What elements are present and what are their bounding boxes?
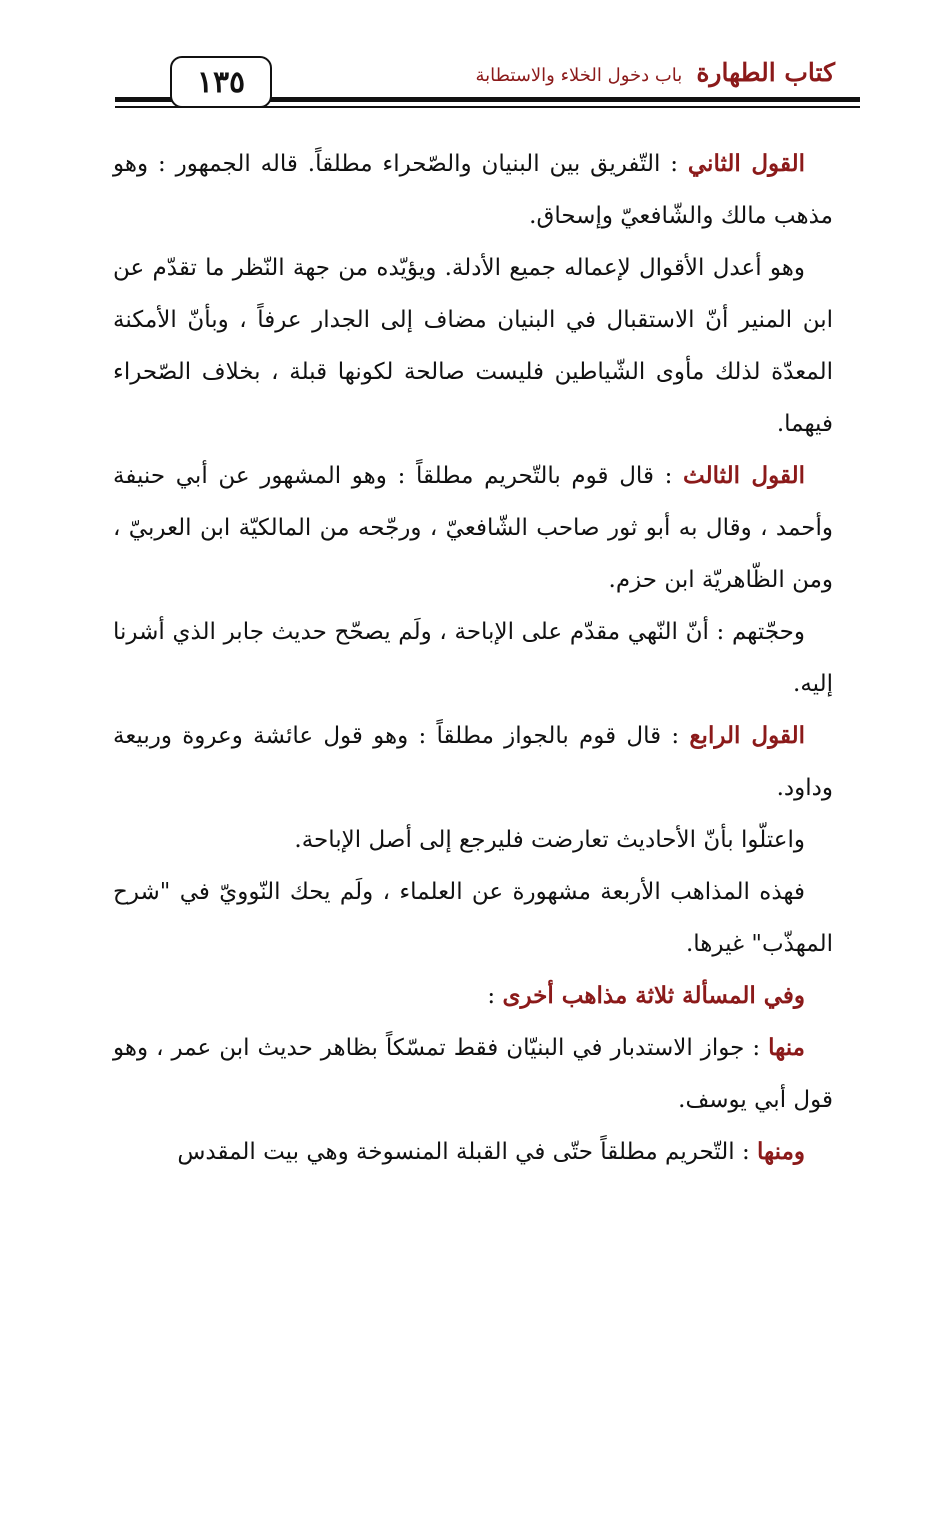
paragraph-four-schools	[113, 866, 833, 970]
paragraph-first-of-them	[113, 1022, 833, 1126]
paragraph-reasoning	[113, 814, 833, 866]
paragraph-text: وهو أعدل الأقوال لإعماله جميع الأدلة. ويؤيّده من جهة النّظر ما تقدّم عن ابن المنير أنّ الاستقبال في البنيان مضاف إلى الجدار عرفاً ، وبأنّ الأمكنة المعدّة لذلك مأوى الشّياطين فليست صالحة لكونها قبلة ، بخلاف الصّحراء فيهما.	[113, 255, 833, 437]
paragraph-text: : التّحريم مطلقاً حتّى في القبلة المنسوخة وهي بيت المقدس	[177, 1139, 758, 1165]
paragraph-label: القول الثاني	[687, 150, 805, 177]
paragraph-second-opinion	[113, 138, 833, 242]
paragraph-their-argument	[113, 606, 833, 710]
paragraph-text: : قال قوم بالجواز مطلقاً : وهو قول عائشة وعروة وربيعة وداود.	[113, 723, 833, 801]
page-header	[0, 0, 945, 120]
paragraph-text: وحجّتهم : أنّ النّهي مقدّم على الإباحة ، ولَم يصحّح حديث جابر الذي أشرنا إليه.	[113, 619, 833, 697]
paragraph-third-opinion	[113, 450, 833, 606]
paragraph-label: وفي المسألة ثلاثة مذاهب أخرى	[502, 982, 805, 1009]
paragraph-label: ومنها	[757, 1138, 805, 1165]
paragraph-three-more	[113, 970, 833, 1022]
paragraph-fourth-opinion	[113, 710, 833, 814]
paragraph-label: القول الرابع	[689, 722, 805, 749]
page-number: ١٣٥	[170, 56, 272, 108]
paragraph-text: فهذه المذاهب الأربعة مشهورة عن العلماء ، ولَم يحك النّوويّ في "شرح المهذّب" غيرها.	[113, 879, 833, 957]
paragraph-text: : التّفريق بين البنيان والصّحراء مطلقاً. قاله الجمهور : وهو مذهب مالك والشّافعيّ وإسحاق.	[113, 151, 833, 229]
paragraph-second-of-them	[113, 1126, 833, 1178]
chapter-title: باب دخول الخلاء والاستطابة	[475, 65, 683, 86]
paragraph-label: القول الثالث	[683, 462, 805, 489]
book-title: كتاب الطهارة	[696, 58, 835, 87]
paragraph-justification	[113, 242, 833, 450]
paragraph-text: :	[487, 983, 503, 1009]
paragraph-text: : قال قوم بالتّحريم مطلقاً : وهو المشهور عن أبي حنيفة وأحمد ، وقال به أبو ثور صاحب الشّافعيّ ، ورجّحه من المالكيّة ابن العربيّ ، ومن الظّاهريّة ابن حزم.	[113, 463, 833, 593]
page-body	[113, 138, 833, 1178]
paragraph-text: : جواز الاستدبار في البنيّان فقط تمسّكاً بظاهر حديث ابن عمر ، وهو قول أبي يوسف.	[113, 1035, 833, 1113]
paragraph-text: واعتلّوا بأنّ الأحاديث تعارضت فليرجع إلى أصل الإباحة.	[294, 827, 805, 853]
paragraph-label: منها	[768, 1034, 805, 1061]
running-title	[475, 58, 835, 87]
